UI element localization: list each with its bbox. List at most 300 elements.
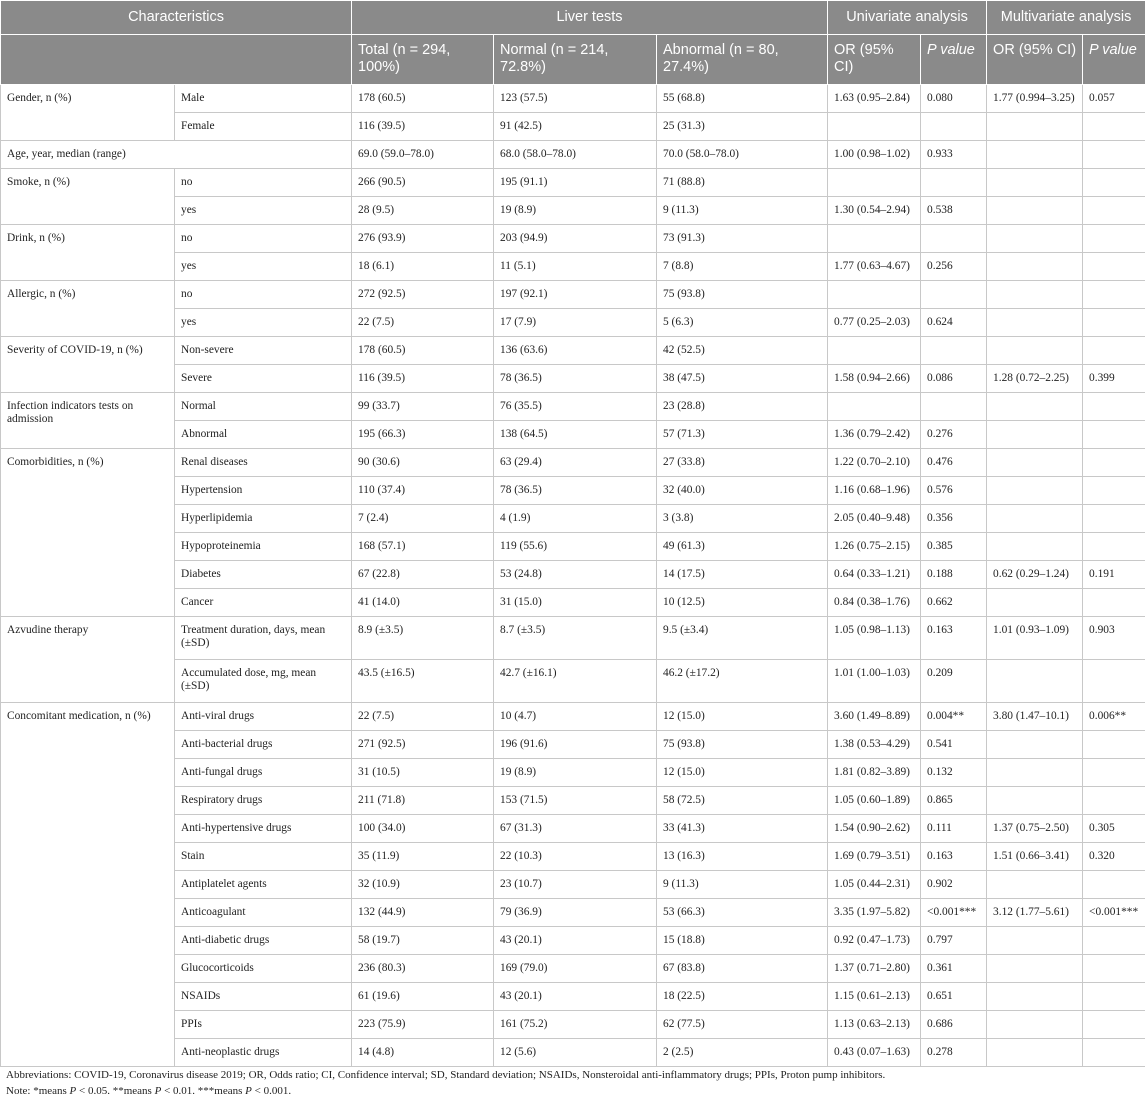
normal-cell: 203 (94.9) bbox=[494, 225, 657, 253]
abnormal-cell: 7 (8.8) bbox=[657, 253, 828, 281]
multivariate-p-cell: 0.006** bbox=[1083, 703, 1145, 731]
total-cell: 266 (90.5) bbox=[352, 169, 494, 197]
normal-cell: 91 (42.5) bbox=[494, 113, 657, 141]
univariate-p-cell: 0.476 bbox=[921, 449, 987, 477]
normal-cell: 169 (79.0) bbox=[494, 955, 657, 983]
univariate-p-cell: 0.209 bbox=[921, 660, 987, 703]
abnormal-cell: 71 (88.8) bbox=[657, 169, 828, 197]
sub-characteristic: Non-severe bbox=[175, 337, 352, 365]
total-cell: 236 (80.3) bbox=[352, 955, 494, 983]
sub-characteristic: Hypoproteinemia bbox=[175, 533, 352, 561]
abnormal-cell: 18 (22.5) bbox=[657, 983, 828, 1011]
normal-cell: 31 (15.0) bbox=[494, 589, 657, 617]
univariate-p-cell: 0.111 bbox=[921, 815, 987, 843]
univariate-or-cell: 0.64 (0.33–1.21) bbox=[828, 561, 921, 589]
multivariate-p-cell bbox=[1083, 449, 1145, 477]
multivariate-p-cell bbox=[1083, 731, 1145, 759]
normal-cell: 138 (64.5) bbox=[494, 421, 657, 449]
normal-cell: 67 (31.3) bbox=[494, 815, 657, 843]
multivariate-p-cell bbox=[1083, 309, 1145, 337]
univariate-p-cell: 0.004** bbox=[921, 703, 987, 731]
total-cell: 31 (10.5) bbox=[352, 759, 494, 787]
total-cell: 116 (39.5) bbox=[352, 113, 494, 141]
total-cell: 58 (19.7) bbox=[352, 927, 494, 955]
univariate-or-cell: 1.00 (0.98–1.02) bbox=[828, 141, 921, 169]
table-row bbox=[1, 141, 1145, 169]
univariate-p-cell: 0.662 bbox=[921, 589, 987, 617]
multivariate-or-cell bbox=[987, 871, 1083, 899]
header-multivariate: Multivariate analysis bbox=[987, 1, 1145, 35]
multivariate-or-cell bbox=[987, 449, 1083, 477]
univariate-or-cell bbox=[828, 225, 921, 253]
multivariate-or-cell bbox=[987, 660, 1083, 703]
sub-characteristic: Accumulated dose, mg, mean (±SD) bbox=[175, 660, 352, 703]
multivariate-p-cell bbox=[1083, 589, 1145, 617]
multivariate-p-cell bbox=[1083, 393, 1145, 421]
normal-cell: 76 (35.5) bbox=[494, 393, 657, 421]
sub-characteristic: Hyperlipidemia bbox=[175, 505, 352, 533]
total-cell: 41 (14.0) bbox=[352, 589, 494, 617]
univariate-or-cell: 1.37 (0.71–2.80) bbox=[828, 955, 921, 983]
multivariate-or-cell bbox=[987, 337, 1083, 365]
abnormal-cell: 23 (28.8) bbox=[657, 393, 828, 421]
normal-cell: 17 (7.9) bbox=[494, 309, 657, 337]
univariate-p-cell: 0.278 bbox=[921, 1039, 987, 1067]
total-cell: 178 (60.5) bbox=[352, 85, 494, 113]
abnormal-cell: 25 (31.3) bbox=[657, 113, 828, 141]
abnormal-cell: 2 (2.5) bbox=[657, 1039, 828, 1067]
sub-characteristic: Anti-hypertensive drugs bbox=[175, 815, 352, 843]
univariate-p-cell: 0.865 bbox=[921, 787, 987, 815]
univariate-or-cell bbox=[828, 281, 921, 309]
normal-cell: 22 (10.3) bbox=[494, 843, 657, 871]
univariate-or-cell: 1.05 (0.44–2.31) bbox=[828, 871, 921, 899]
univariate-or-cell: 0.84 (0.38–1.76) bbox=[828, 589, 921, 617]
header-blank bbox=[1, 35, 352, 85]
total-cell: 18 (6.1) bbox=[352, 253, 494, 281]
univariate-p-cell: 0.651 bbox=[921, 983, 987, 1011]
total-cell: 276 (93.9) bbox=[352, 225, 494, 253]
header-multivariate-or: OR (95% CI) bbox=[987, 35, 1083, 85]
abnormal-cell: 73 (91.3) bbox=[657, 225, 828, 253]
univariate-p-cell: 0.541 bbox=[921, 731, 987, 759]
normal-cell: 19 (8.9) bbox=[494, 197, 657, 225]
multivariate-or-cell bbox=[987, 983, 1083, 1011]
normal-cell: 12 (5.6) bbox=[494, 1039, 657, 1067]
normal-cell: 196 (91.6) bbox=[494, 731, 657, 759]
univariate-p-cell: 0.163 bbox=[921, 843, 987, 871]
univariate-p-cell: 0.361 bbox=[921, 955, 987, 983]
total-cell: 116 (39.5) bbox=[352, 365, 494, 393]
univariate-p-cell: 0.385 bbox=[921, 533, 987, 561]
characteristic-label: Comorbidities, n (%) bbox=[1, 449, 175, 617]
univariate-or-cell: 0.43 (0.07–1.63) bbox=[828, 1039, 921, 1067]
abnormal-cell: 55 (68.8) bbox=[657, 85, 828, 113]
abnormal-cell: 14 (17.5) bbox=[657, 561, 828, 589]
multivariate-p-cell bbox=[1083, 281, 1145, 309]
multivariate-or-cell bbox=[987, 113, 1083, 141]
total-cell: 223 (75.9) bbox=[352, 1011, 494, 1039]
normal-cell: 78 (36.5) bbox=[494, 365, 657, 393]
univariate-p-cell: 0.086 bbox=[921, 365, 987, 393]
multivariate-p-cell bbox=[1083, 477, 1145, 505]
sub-characteristic: Anti-neoplastic drugs bbox=[175, 1039, 352, 1067]
univariate-p-cell: 0.163 bbox=[921, 617, 987, 660]
total-cell: 99 (33.7) bbox=[352, 393, 494, 421]
normal-cell: 119 (55.6) bbox=[494, 533, 657, 561]
univariate-or-cell: 1.30 (0.54–2.94) bbox=[828, 197, 921, 225]
univariate-or-cell: 1.81 (0.82–3.89) bbox=[828, 759, 921, 787]
sub-characteristic: Diabetes bbox=[175, 561, 352, 589]
univariate-or-cell: 1.05 (0.60–1.89) bbox=[828, 787, 921, 815]
total-cell: 195 (66.3) bbox=[352, 421, 494, 449]
total-cell: 178 (60.5) bbox=[352, 337, 494, 365]
multivariate-or-cell bbox=[987, 505, 1083, 533]
univariate-or-cell: 3.35 (1.97–5.82) bbox=[828, 899, 921, 927]
characteristic-label: Allergic, n (%) bbox=[1, 281, 175, 337]
univariate-p-cell: 0.188 bbox=[921, 561, 987, 589]
sub-characteristic: Glucocorticoids bbox=[175, 955, 352, 983]
univariate-p-cell: 0.256 bbox=[921, 253, 987, 281]
abnormal-cell: 15 (18.8) bbox=[657, 927, 828, 955]
multivariate-or-cell bbox=[987, 309, 1083, 337]
multivariate-or-cell bbox=[987, 477, 1083, 505]
normal-cell: 43 (20.1) bbox=[494, 983, 657, 1011]
header-univariate-or: OR (95% CI) bbox=[828, 35, 921, 85]
sub-characteristic: Anti-viral drugs bbox=[175, 703, 352, 731]
multivariate-p-cell: 0.399 bbox=[1083, 365, 1145, 393]
sub-characteristic: Abnormal bbox=[175, 421, 352, 449]
multivariate-or-cell bbox=[987, 955, 1083, 983]
total-cell: 132 (44.9) bbox=[352, 899, 494, 927]
multivariate-or-cell bbox=[987, 1011, 1083, 1039]
abnormal-cell: 42 (52.5) bbox=[657, 337, 828, 365]
univariate-or-cell: 1.54 (0.90–2.62) bbox=[828, 815, 921, 843]
note-text: < 0.05. **means bbox=[76, 1085, 154, 1097]
multivariate-p-cell: 0.057 bbox=[1083, 85, 1145, 113]
univariate-or-cell: 1.13 (0.63–2.13) bbox=[828, 1011, 921, 1039]
header-univariate-p: P value bbox=[921, 35, 987, 85]
univariate-or-cell: 1.01 (1.00–1.03) bbox=[828, 660, 921, 703]
univariate-or-cell: 1.05 (0.98–1.13) bbox=[828, 617, 921, 660]
multivariate-p-cell bbox=[1083, 1039, 1145, 1067]
univariate-p-cell bbox=[921, 393, 987, 421]
total-cell: 35 (11.9) bbox=[352, 843, 494, 871]
abnormal-cell: 58 (72.5) bbox=[657, 787, 828, 815]
normal-cell: 42.7 (±16.1) bbox=[494, 660, 657, 703]
total-cell: 32 (10.9) bbox=[352, 871, 494, 899]
characteristic-label: Drink, n (%) bbox=[1, 225, 175, 281]
multivariate-p-cell: 0.305 bbox=[1083, 815, 1145, 843]
multivariate-or-cell bbox=[987, 253, 1083, 281]
univariate-or-cell: 0.77 (0.25–2.03) bbox=[828, 309, 921, 337]
sub-characteristic: Anti-fungal drugs bbox=[175, 759, 352, 787]
multivariate-p-cell bbox=[1083, 660, 1145, 703]
table-row bbox=[1, 617, 1145, 660]
univariate-or-cell bbox=[828, 337, 921, 365]
total-cell: 22 (7.5) bbox=[352, 309, 494, 337]
characteristic-label: Azvudine therapy bbox=[1, 617, 175, 703]
total-cell: 272 (92.5) bbox=[352, 281, 494, 309]
sub-characteristic: Anti-diabetic drugs bbox=[175, 927, 352, 955]
univariate-or-cell bbox=[828, 113, 921, 141]
characteristic-label: Severity of COVID-19, n (%) bbox=[1, 337, 175, 393]
univariate-or-cell: 1.69 (0.79–3.51) bbox=[828, 843, 921, 871]
normal-cell: 43 (20.1) bbox=[494, 927, 657, 955]
normal-cell: 23 (10.7) bbox=[494, 871, 657, 899]
sub-characteristic: Anticoagulant bbox=[175, 899, 352, 927]
table-row bbox=[1, 703, 1145, 731]
sub-characteristic: no bbox=[175, 281, 352, 309]
multivariate-or-cell bbox=[987, 1039, 1083, 1067]
abnormal-cell: 12 (15.0) bbox=[657, 759, 828, 787]
univariate-p-cell: 0.624 bbox=[921, 309, 987, 337]
univariate-or-cell: 1.63 (0.95–2.84) bbox=[828, 85, 921, 113]
multivariate-p-cell bbox=[1083, 927, 1145, 955]
univariate-or-cell: 1.15 (0.61–2.13) bbox=[828, 983, 921, 1011]
univariate-p-cell: 0.902 bbox=[921, 871, 987, 899]
multivariate-or-cell: 1.51 (0.66–3.41) bbox=[987, 843, 1083, 871]
significance-note bbox=[6, 1083, 1139, 1099]
total-cell: 168 (57.1) bbox=[352, 533, 494, 561]
total-cell: 61 (19.6) bbox=[352, 983, 494, 1011]
note-text: Note: *means bbox=[6, 1085, 70, 1097]
normal-cell: 4 (1.9) bbox=[494, 505, 657, 533]
multivariate-or-cell bbox=[987, 281, 1083, 309]
table-row bbox=[1, 85, 1145, 113]
abnormal-cell: 46.2 (±17.2) bbox=[657, 660, 828, 703]
normal-cell: 8.7 (±3.5) bbox=[494, 617, 657, 660]
univariate-p-cell: <0.001*** bbox=[921, 899, 987, 927]
univariate-or-cell: 2.05 (0.40–9.48) bbox=[828, 505, 921, 533]
univariate-p-cell: 0.276 bbox=[921, 421, 987, 449]
header-liver-tests: Liver tests bbox=[352, 1, 828, 35]
sub-characteristic: Antiplatelet agents bbox=[175, 871, 352, 899]
total-cell: 7 (2.4) bbox=[352, 505, 494, 533]
sub-characteristic: yes bbox=[175, 309, 352, 337]
sub-characteristic: Renal diseases bbox=[175, 449, 352, 477]
sub-characteristic: Severe bbox=[175, 365, 352, 393]
abnormal-cell: 3 (3.8) bbox=[657, 505, 828, 533]
sub-characteristic: Respiratory drugs bbox=[175, 787, 352, 815]
multivariate-p-cell bbox=[1083, 169, 1145, 197]
note-text: < 0.001. bbox=[252, 1085, 291, 1097]
multivariate-p-cell: <0.001*** bbox=[1083, 899, 1145, 927]
total-cell: 211 (71.8) bbox=[352, 787, 494, 815]
table-row bbox=[1, 225, 1145, 253]
multivariate-or-cell bbox=[987, 141, 1083, 169]
total-cell: 8.9 (±3.5) bbox=[352, 617, 494, 660]
sub-characteristic: yes bbox=[175, 197, 352, 225]
total-cell: 14 (4.8) bbox=[352, 1039, 494, 1067]
p-symbol: P bbox=[155, 1085, 162, 1097]
header-normal: Normal (n = 214, 72.8%) bbox=[494, 35, 657, 85]
sub-characteristic: Stain bbox=[175, 843, 352, 871]
characteristic-label: Age, year, median (range) bbox=[1, 141, 352, 169]
abnormal-cell: 67 (83.8) bbox=[657, 955, 828, 983]
univariate-p-cell bbox=[921, 169, 987, 197]
header-total: Total (n = 294, 100%) bbox=[352, 35, 494, 85]
sub-characteristic: Hypertension bbox=[175, 477, 352, 505]
total-cell: 271 (92.5) bbox=[352, 731, 494, 759]
multivariate-p-cell bbox=[1083, 225, 1145, 253]
multivariate-or-cell bbox=[987, 731, 1083, 759]
total-cell: 43.5 (±16.5) bbox=[352, 660, 494, 703]
multivariate-or-cell: 1.77 (0.994–3.25) bbox=[987, 85, 1083, 113]
univariate-p-cell bbox=[921, 281, 987, 309]
multivariate-or-cell: 1.37 (0.75–2.50) bbox=[987, 815, 1083, 843]
characteristic-label: Concomitant medication, n (%) bbox=[1, 703, 175, 1067]
multivariate-p-cell bbox=[1083, 337, 1145, 365]
normal-cell: 123 (57.5) bbox=[494, 85, 657, 113]
header-characteristics: Characteristics bbox=[1, 1, 352, 35]
abnormal-cell: 57 (71.3) bbox=[657, 421, 828, 449]
sub-characteristic: Male bbox=[175, 85, 352, 113]
abnormal-cell: 13 (16.3) bbox=[657, 843, 828, 871]
abnormal-cell: 53 (66.3) bbox=[657, 899, 828, 927]
multivariate-p-cell bbox=[1083, 533, 1145, 561]
p-symbol: P bbox=[70, 1085, 77, 1097]
abnormal-cell: 38 (47.5) bbox=[657, 365, 828, 393]
univariate-p-cell: 0.538 bbox=[921, 197, 987, 225]
normal-cell: 195 (91.1) bbox=[494, 169, 657, 197]
normal-cell: 79 (36.9) bbox=[494, 899, 657, 927]
univariate-p-cell: 0.132 bbox=[921, 759, 987, 787]
normal-cell: 11 (5.1) bbox=[494, 253, 657, 281]
normal-cell: 19 (8.9) bbox=[494, 759, 657, 787]
header-abnormal: Abnormal (n = 80, 27.4%) bbox=[657, 35, 828, 85]
multivariate-or-cell: 1.01 (0.93–1.09) bbox=[987, 617, 1083, 660]
p-symbol: P bbox=[245, 1085, 252, 1097]
multivariate-p-cell bbox=[1083, 421, 1145, 449]
multivariate-p-cell bbox=[1083, 1011, 1145, 1039]
univariate-p-cell bbox=[921, 225, 987, 253]
multivariate-or-cell bbox=[987, 759, 1083, 787]
abnormal-cell: 10 (12.5) bbox=[657, 589, 828, 617]
multivariate-or-cell bbox=[987, 533, 1083, 561]
characteristic-label: Smoke, n (%) bbox=[1, 169, 175, 225]
header-univariate: Univariate analysis bbox=[828, 1, 987, 35]
abnormal-cell: 9.5 (±3.4) bbox=[657, 617, 828, 660]
sub-characteristic: no bbox=[175, 169, 352, 197]
sub-characteristic: Normal bbox=[175, 393, 352, 421]
multivariate-or-cell bbox=[987, 197, 1083, 225]
sub-characteristic: PPIs bbox=[175, 1011, 352, 1039]
univariate-p-cell bbox=[921, 337, 987, 365]
sub-characteristic: Cancer bbox=[175, 589, 352, 617]
multivariate-p-cell bbox=[1083, 787, 1145, 815]
abnormal-cell: 70.0 (58.0–78.0) bbox=[657, 141, 828, 169]
total-cell: 22 (7.5) bbox=[352, 703, 494, 731]
sub-characteristic: NSAIDs bbox=[175, 983, 352, 1011]
table-row bbox=[1, 449, 1145, 477]
abnormal-cell: 9 (11.3) bbox=[657, 197, 828, 225]
abnormal-cell: 33 (41.3) bbox=[657, 815, 828, 843]
normal-cell: 136 (63.6) bbox=[494, 337, 657, 365]
normal-cell: 10 (4.7) bbox=[494, 703, 657, 731]
table-row bbox=[1, 281, 1145, 309]
multivariate-p-cell bbox=[1083, 197, 1145, 225]
abnormal-cell: 75 (93.8) bbox=[657, 281, 828, 309]
sub-characteristic: no bbox=[175, 225, 352, 253]
multivariate-p-cell bbox=[1083, 871, 1145, 899]
univariate-or-cell: 1.22 (0.70–2.10) bbox=[828, 449, 921, 477]
abnormal-cell: 32 (40.0) bbox=[657, 477, 828, 505]
multivariate-or-cell: 3.80 (1.47–10.1) bbox=[987, 703, 1083, 731]
univariate-or-cell: 1.38 (0.53–4.29) bbox=[828, 731, 921, 759]
normal-cell: 63 (29.4) bbox=[494, 449, 657, 477]
multivariate-or-cell bbox=[987, 589, 1083, 617]
total-cell: 110 (37.4) bbox=[352, 477, 494, 505]
total-cell: 28 (9.5) bbox=[352, 197, 494, 225]
characteristic-label: Infection indicators tests on admission bbox=[1, 393, 175, 449]
normal-cell: 153 (71.5) bbox=[494, 787, 657, 815]
multivariate-or-cell bbox=[987, 927, 1083, 955]
table-row bbox=[1, 337, 1145, 365]
univariate-p-cell: 0.576 bbox=[921, 477, 987, 505]
total-cell: 67 (22.8) bbox=[352, 561, 494, 589]
univariate-or-cell: 1.26 (0.75–2.15) bbox=[828, 533, 921, 561]
multivariate-or-cell bbox=[987, 787, 1083, 815]
table-row bbox=[1, 169, 1145, 197]
normal-cell: 78 (36.5) bbox=[494, 477, 657, 505]
table-body bbox=[1, 85, 1145, 1067]
multivariate-or-cell: 0.62 (0.29–1.24) bbox=[987, 561, 1083, 589]
multivariate-p-cell: 0.903 bbox=[1083, 617, 1145, 660]
normal-cell: 161 (75.2) bbox=[494, 1011, 657, 1039]
univariate-or-cell: 1.58 (0.94–2.66) bbox=[828, 365, 921, 393]
univariate-or-cell: 0.92 (0.47–1.73) bbox=[828, 927, 921, 955]
total-cell: 100 (34.0) bbox=[352, 815, 494, 843]
univariate-p-cell: 0.797 bbox=[921, 927, 987, 955]
sub-characteristic: Female bbox=[175, 113, 352, 141]
total-cell: 69.0 (59.0–78.0) bbox=[352, 141, 494, 169]
univariate-p-cell: 0.356 bbox=[921, 505, 987, 533]
abnormal-cell: 75 (93.8) bbox=[657, 731, 828, 759]
univariate-or-cell bbox=[828, 169, 921, 197]
abnormal-cell: 27 (33.8) bbox=[657, 449, 828, 477]
multivariate-p-cell bbox=[1083, 759, 1145, 787]
sub-characteristic: Anti-bacterial drugs bbox=[175, 731, 352, 759]
note-text: < 0.01. ***means bbox=[161, 1085, 245, 1097]
multivariate-p-cell bbox=[1083, 141, 1145, 169]
abnormal-cell: 49 (61.3) bbox=[657, 533, 828, 561]
multivariate-p-cell bbox=[1083, 113, 1145, 141]
multivariate-p-cell: 0.191 bbox=[1083, 561, 1145, 589]
multivariate-or-cell bbox=[987, 225, 1083, 253]
univariate-or-cell: 1.36 (0.79–2.42) bbox=[828, 421, 921, 449]
table-footnote bbox=[0, 1067, 1145, 1099]
abbreviations-note: Abbreviations: COVID-19, Coronavirus disease 2019; OR, Odds ratio; CI, Confidence interval; SD, Standard deviation; NSAIDs, Nonsteroidal anti-inflammatory drugs; PPIs, Proton pump inhibitors. bbox=[6, 1067, 1139, 1083]
normal-cell: 53 (24.8) bbox=[494, 561, 657, 589]
multivariate-or-cell bbox=[987, 169, 1083, 197]
univariate-p-cell: 0.686 bbox=[921, 1011, 987, 1039]
abnormal-cell: 12 (15.0) bbox=[657, 703, 828, 731]
multivariate-or-cell: 1.28 (0.72–2.25) bbox=[987, 365, 1083, 393]
univariate-p-cell bbox=[921, 113, 987, 141]
multivariate-p-cell bbox=[1083, 253, 1145, 281]
multivariate-p-cell: 0.320 bbox=[1083, 843, 1145, 871]
header-multivariate-p: P value bbox=[1083, 35, 1145, 85]
multivariate-or-cell: 3.12 (1.77–5.61) bbox=[987, 899, 1083, 927]
multivariate-or-cell bbox=[987, 421, 1083, 449]
sub-characteristic: Treatment duration, days, mean (±SD) bbox=[175, 617, 352, 660]
table-row bbox=[1, 393, 1145, 421]
univariate-p-cell: 0.080 bbox=[921, 85, 987, 113]
multivariate-p-cell bbox=[1083, 983, 1145, 1011]
multivariate-or-cell bbox=[987, 393, 1083, 421]
univariate-or-cell: 3.60 (1.49–8.89) bbox=[828, 703, 921, 731]
